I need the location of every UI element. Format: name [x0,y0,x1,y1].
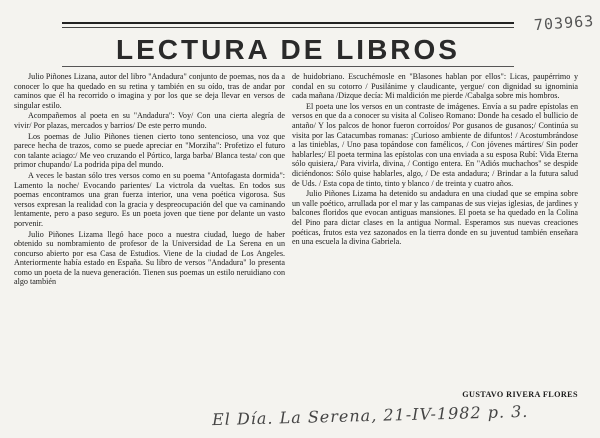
paragraph: Julio Piñones Lizama ha detenido su andadura en una ciudad que se empina sobre un valle poético, arrullada por el mar y las campanas de sus viejas iglesias, de jardines y balcones floridos que evocan antiguas mansiones. El poeta se ha quedado en la Colina del Pino para dictar clases en la antigua Normal. Esperamos sus nuevas creaciones poéticas, frutos esta vez sazonados en la tierra donde en su juventud también enseñara en una escuela la divina Gabriela. [292,189,578,247]
right-column [292,72,578,248]
title-divider [62,66,514,67]
paragraph: Julio Piñones Lizana, autor del libro "Andadura" conjunto de poemas, nos da a conocer lo que ha quedado en su retina y también en su oído, tras de andar por caminos que él ha recorrido o imagina y por los que se deja llevar en versos de singular estilo. [14,72,285,110]
paragraph: El poeta une los versos en un contraste de imágenes. Envía a su padre epístolas en versos en que da a conocer su visita al Coliseo Romano: Donde ha cesado el bullicio de antaño/ Y los palcos de honor fueron corroídos/ Por gusanos de gusanos;/ Continúa su visita por las Catacumbas romanas: ¡Curioso ambiente de difuntos! / Acostumbrándose a las tinieblas, / Uno pasa topándose con famélicos, / Con jóvenes mártires/ Sin poder hablarles;/ El poeta termina las epístolas con una enviada a su esposa Rubí: Vida Eterna sólo quisiera,/ Para vivirla, divina, / Contigo entera. En "Adiós muchachos" se despide diciéndonos: Sólo quise hablarles, algo, / De esta andadura; / Brindar a la futura salud de Uds. / Esta copa de tinto, tinto y blanco / de treinta y cuatro años. [292,101,578,188]
title-banner [62,22,514,66]
author-signature: GUSTAVO RIVERA FLORES [462,390,578,399]
paragraph: Julio Piñones Lizama llegó hace poco a nuestra ciudad, luego de haber obtenido su nombramiento de profesor de la Universidad de La Serena en un concurso abierto por esa Casa de Estudios. Viene de la ciudad de Los Angeles. Anteriormente había estado en España. Su libro de versos "Andadura" lo presenta como un poeta de la nueva generación. Tienen sus poemas un estilo neruidiano con algo también [14,229,285,287]
paragraph: de huidobriano. Escuchémosle en "Blasones hablan por ellos": Licas, paupérrimo y condal en su cotorro / Pusilánime y claudicante, yergue/ con dignidad su ignominia cada mañana /Dizque decía: Mi maldición me pierde /Cabalga sobre mis hombros. [292,72,578,101]
paragraph: Los poemas de Julio Piñones tienen cierto tono sentencioso, una voz que parece hecha de trazos, como se puede apreciar en "Morziha": Profetizo el futuro con talante aciago:/ Me veo cruzando el Pórtico, larga barba/ Blanca testa/ con que primor chupando/ La podrida pipa del mundo. [14,131,285,170]
paragraph: Acompañemos al poeta en su "Andadura": Voy/ Con una cierta alegría de vivir/ Por plazas, mercados y barrios/ De este perro mundo. [14,111,285,130]
paragraph: A veces le bastan sólo tres versos como en su poema "Antofagasta dormida": Lamento la noche/ Evocando parientes/ La victrola da vueltas. En todos sus poemas encontramos una gran fuerza interior, una vena poética vigorosa. Sus versos expresan la realidad con la gracia y despreocupación del que va caminando lentamente, pero a paso seguro. Es un poeta joven que tiene por delante un vasto porvenir. [14,170,285,228]
article-title: LECTURA DE LIBROS [116,34,460,65]
handwritten-source-note: El Día. La Serena, 21-IV-1982 p. 3. [211,401,529,430]
handwritten-catalog-number: 703963 [533,11,595,35]
left-column [14,72,285,288]
